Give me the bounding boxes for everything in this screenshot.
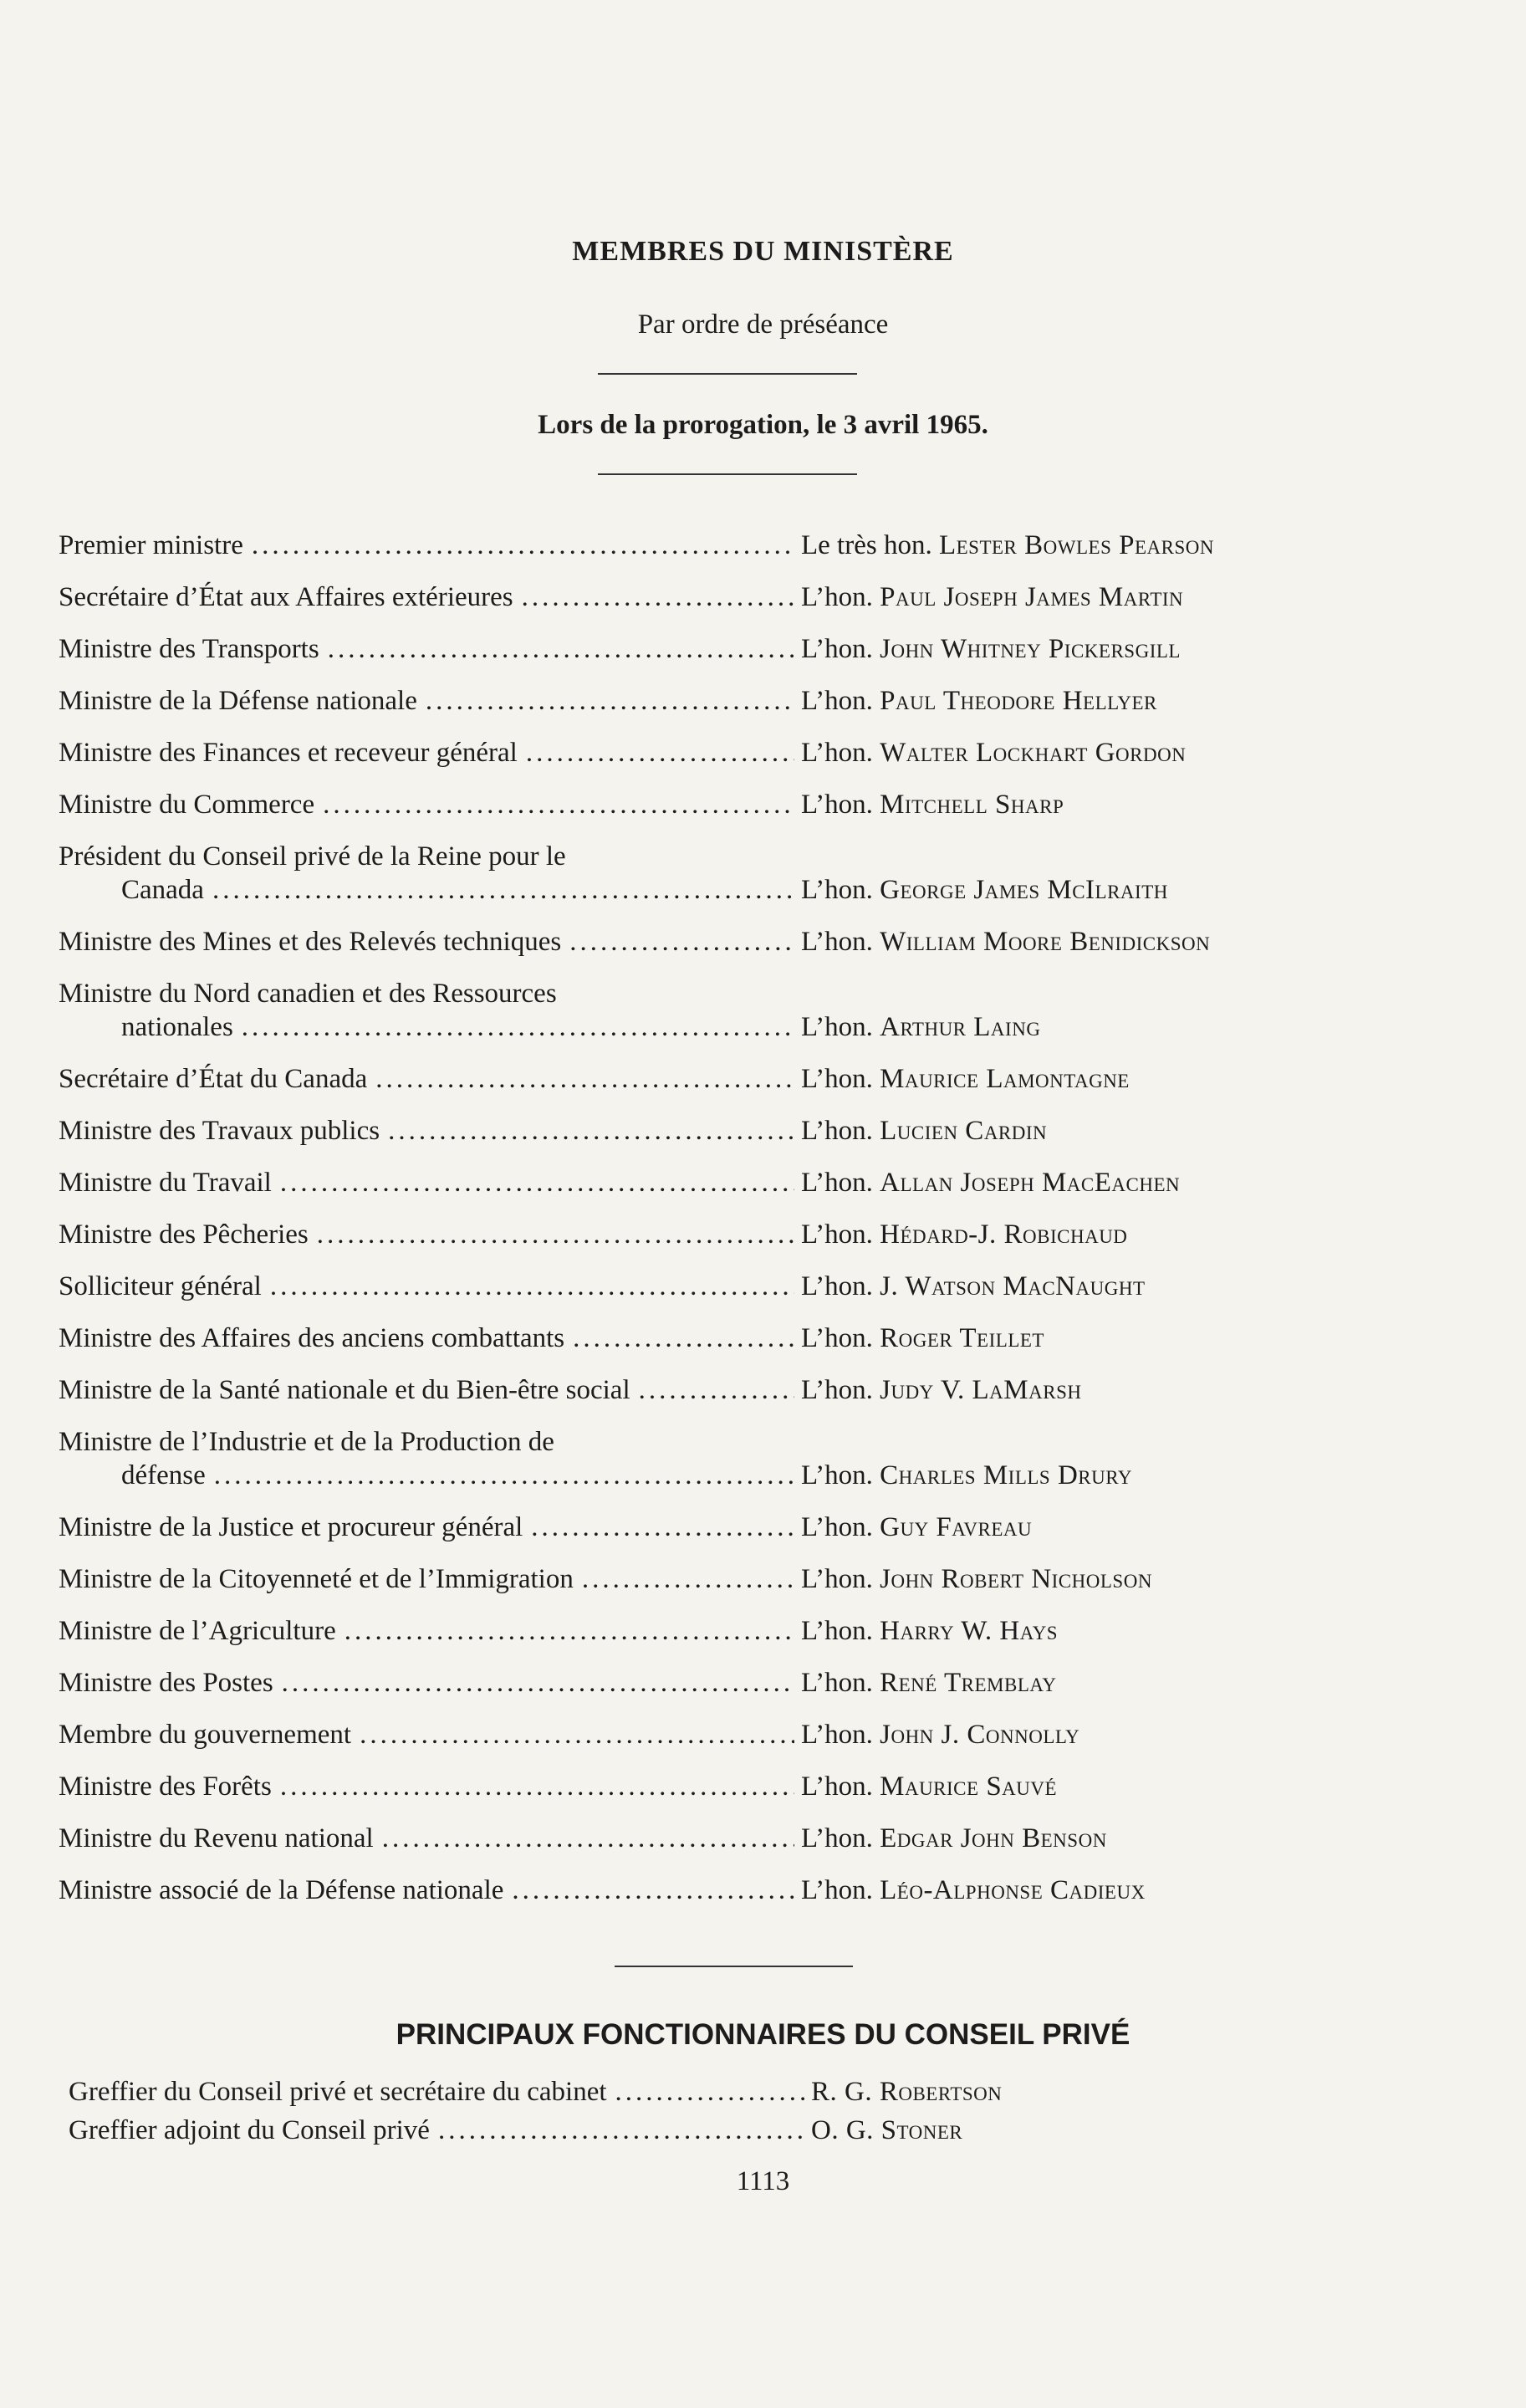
minister-title-line: Ministre des Postes: [59, 1668, 273, 1698]
leader-dots: [280, 1166, 794, 1199]
minister-person-name: George James McIlraith: [880, 875, 1168, 905]
list-item: [59, 788, 1363, 821]
minister-honorific: L’hon.: [801, 1219, 873, 1250]
minister-person-name: Allan Joseph MacEachen: [880, 1168, 1181, 1198]
minister-title-line: Ministre des Mines et des Relevés techniques: [59, 927, 562, 957]
divider-rule: [598, 473, 857, 475]
minister-person-name: Lucien Cardin: [880, 1116, 1048, 1146]
minister-name: [794, 1718, 1363, 1751]
leader-dots: [382, 1822, 794, 1855]
minister-title-lastline: [59, 788, 794, 821]
official-title-text: Greffier du Conseil privé et secrétaire du cabinet: [69, 2077, 607, 2107]
leader-dots: [615, 2074, 804, 2109]
page-number: 1113: [736, 2166, 790, 2196]
minister-person-name: John J. Connolly: [880, 1720, 1080, 1750]
minister-person-name: Maurice Lamontagne: [880, 1064, 1130, 1094]
minister-title: [59, 529, 794, 562]
leader-dots: [242, 1010, 794, 1044]
minister-person-name: Maurice Sauvé: [880, 1771, 1058, 1802]
minister-person-name: John Robert Nicholson: [880, 1564, 1152, 1594]
list-item: [59, 840, 1363, 907]
leader-dots: [323, 788, 794, 821]
minister-honorific: L’hon.: [801, 927, 873, 957]
minister-title-lastline: [59, 1614, 794, 1648]
minister-title-line: Ministre du Revenu national: [59, 1823, 374, 1853]
minister-honorific: L’hon.: [801, 582, 873, 612]
divider-rule: [598, 373, 857, 375]
minister-title: [59, 1322, 794, 1355]
minister-title-lastline: [59, 925, 794, 959]
minister-person-name: Hédard-J. Robichaud: [880, 1219, 1128, 1250]
minister-title-line: Ministre associé de la Défense nationale: [59, 1875, 504, 1905]
list-item: [69, 2113, 1373, 2148]
minister-title: [59, 1270, 794, 1303]
minister-person-name: Harry W. Hays: [880, 1616, 1059, 1646]
minister-title: [59, 1218, 794, 1251]
official-title-lastline: [69, 2074, 804, 2109]
minister-name: [794, 788, 1363, 821]
minister-honorific: L’hon.: [801, 1564, 873, 1594]
minister-title-lastline: [59, 1770, 794, 1803]
minister-person-name: Charles Mills Drury: [880, 1460, 1132, 1490]
minister-name: [794, 1770, 1363, 1803]
minister-title: [59, 1562, 794, 1596]
list-item: [59, 1425, 1363, 1492]
official-person-name: O. G. Stoner: [811, 2115, 963, 2145]
list-item: [59, 1114, 1363, 1148]
list-item: [59, 1822, 1363, 1855]
list-item: [59, 736, 1363, 769]
minister-title: [59, 1822, 794, 1855]
minister-honorific: L’hon.: [801, 1875, 873, 1905]
minister-name: [794, 1373, 1363, 1407]
minister-title: [59, 1770, 794, 1803]
minister-title-lastline: [59, 1511, 794, 1544]
minister-title-lastline: [59, 684, 794, 718]
minister-name: [794, 1614, 1363, 1648]
minister-title-line: Ministre de la Citoyenneté et de l’Immigration: [59, 1564, 574, 1594]
official-name: [804, 2113, 1373, 2148]
list-item: [59, 1874, 1363, 1907]
leader-dots: [280, 1770, 794, 1803]
list-item: [59, 1614, 1363, 1648]
page-title: MEMBRES DU MINISTÈRE: [572, 236, 954, 267]
leader-dots: [526, 736, 794, 769]
prorogation-date: Lors de la prorogation, le 3 avril 1965.: [538, 410, 988, 440]
list-item: [59, 580, 1363, 614]
leader-dots: [375, 1062, 794, 1096]
minister-person-name: J. Watson MacNaught: [880, 1271, 1146, 1301]
minister-title-lastline: [59, 580, 794, 614]
minister-title: [59, 1666, 794, 1700]
minister-title-line: Ministre du Commerce: [59, 790, 315, 820]
minister-honorific: L’hon.: [801, 1064, 873, 1094]
leader-dots: [317, 1218, 794, 1251]
list-item: [59, 632, 1363, 666]
minister-name: [794, 1218, 1363, 1251]
minister-name: [794, 529, 1363, 562]
minister-person-name: William Moore Benidickson: [880, 927, 1211, 957]
minister-title-lastline: [59, 1373, 794, 1407]
minister-honorific: L’hon.: [801, 1012, 873, 1042]
minister-title: [59, 1166, 794, 1199]
minister-honorific: L’hon.: [801, 686, 873, 716]
minister-title-lastline: [59, 1874, 794, 1907]
minister-name: [794, 1114, 1363, 1148]
leader-dots: [639, 1373, 794, 1407]
official-title-text: Greffier adjoint du Conseil privé: [69, 2115, 430, 2145]
minister-honorific: L’hon.: [801, 1668, 873, 1698]
minister-name: [794, 580, 1363, 614]
minister-honorific: L’hon.: [801, 875, 873, 905]
minister-title-line: Ministre de la Justice et procureur général: [59, 1512, 523, 1542]
minister-name: [794, 1822, 1363, 1855]
minister-title-line: Ministre des Affaires des anciens combattants: [59, 1323, 565, 1353]
minister-title-line: défense: [121, 1460, 206, 1490]
leader-dots: [328, 632, 794, 666]
list-item: [69, 2074, 1373, 2109]
minister-title-line: Premier ministre: [59, 530, 243, 560]
minister-title-lastline: [59, 873, 794, 907]
leader-dots: [522, 580, 794, 614]
minister-title-line: Secrétaire d’État aux Affaires extérieures: [59, 582, 513, 612]
minister-name: [794, 1010, 1363, 1044]
minister-title: [59, 1114, 794, 1148]
list-item: [59, 925, 1363, 959]
minister-title-lastline: [59, 1459, 794, 1492]
leader-dots: [212, 873, 794, 907]
minister-title-line: Ministre du Nord canadien et des Ressources: [59, 979, 557, 1009]
minister-title-line: nationales: [121, 1012, 233, 1042]
minister-title: [59, 684, 794, 718]
leader-dots: [426, 684, 794, 718]
minister-title-line: Ministre de la Défense nationale: [59, 686, 417, 716]
minister-title: [59, 1425, 794, 1492]
minister-title-lastline: [59, 1062, 794, 1096]
divider-rule: [615, 1966, 853, 1967]
leader-dots: [282, 1666, 794, 1700]
official-title: [69, 2113, 804, 2148]
list-item: [59, 1062, 1363, 1096]
minister-name: [794, 684, 1363, 718]
minister-honorific: L’hon.: [801, 1823, 873, 1853]
minister-honorific: L’hon.: [801, 634, 873, 664]
minister-honorific: L’hon.: [801, 1512, 873, 1542]
list-item: [59, 1218, 1363, 1251]
leader-dots: [344, 1614, 794, 1648]
leader-dots: [360, 1718, 794, 1751]
ministers-list: [59, 529, 1363, 1925]
leader-dots: [270, 1270, 794, 1303]
officials-list: [69, 2074, 1373, 2151]
minister-title-line: Membre du gouvernement: [59, 1720, 352, 1750]
minister-name: [794, 1459, 1363, 1492]
minister-title-lastline: [59, 529, 794, 562]
minister-title-line: Ministre des Transports: [59, 634, 319, 664]
minister-honorific: L’hon.: [801, 1460, 873, 1490]
leader-dots: [569, 925, 794, 959]
minister-person-name: Léo-Alphonse Cadieux: [880, 1875, 1146, 1905]
minister-person-name: Arthur Laing: [880, 1012, 1041, 1042]
minister-name: [794, 1270, 1363, 1303]
minister-honorific: L’hon.: [801, 1116, 873, 1146]
minister-title: [59, 580, 794, 614]
minister-title-lastline: [59, 1270, 794, 1303]
minister-title: [59, 977, 794, 1044]
minister-title-lastline: [59, 1822, 794, 1855]
minister-title-lastline: [59, 632, 794, 666]
minister-name: [794, 1874, 1363, 1907]
minister-person-name: Walter Lockhart Gordon: [880, 738, 1187, 768]
list-item: [59, 1166, 1363, 1199]
minister-title: [59, 925, 794, 959]
minister-name: [794, 1511, 1363, 1544]
minister-title: [59, 1062, 794, 1096]
leader-dots: [573, 1322, 794, 1355]
official-title-lastline: [69, 2113, 804, 2148]
list-item: [59, 684, 1363, 718]
minister-honorific: L’hon.: [801, 1616, 873, 1646]
minister-title: [59, 788, 794, 821]
list-item: [59, 1562, 1363, 1596]
minister-title-lastline: [59, 1666, 794, 1700]
minister-title-line: Ministre des Finances et receveur général: [59, 738, 518, 768]
list-item: [59, 1373, 1363, 1407]
leader-dots: [512, 1874, 794, 1907]
leader-dots: [438, 2113, 804, 2148]
minister-name: [794, 1322, 1363, 1355]
minister-name: [794, 1166, 1363, 1199]
list-item: [59, 1322, 1363, 1355]
minister-title-lastline: [59, 1218, 794, 1251]
minister-person-name: Lester Bowles Pearson: [938, 530, 1214, 560]
list-item: [59, 1666, 1363, 1700]
minister-person-name: Roger Teillet: [880, 1323, 1044, 1353]
minister-name: [794, 1666, 1363, 1700]
minister-person-name: René Tremblay: [880, 1668, 1057, 1698]
minister-title-lastline: [59, 1166, 794, 1199]
minister-title-lastline: [59, 1322, 794, 1355]
official-name: [804, 2074, 1373, 2109]
minister-title-line: Ministre des Pêcheries: [59, 1219, 309, 1250]
list-item: [59, 977, 1363, 1044]
officials-section-title: PRINCIPAUX FONCTIONNAIRES DU CONSEIL PRIVÉ: [396, 2018, 1130, 2051]
minister-title: [59, 1874, 794, 1907]
minister-honorific: L’hon.: [801, 1168, 873, 1198]
list-item: [59, 1511, 1363, 1544]
minister-name: [794, 1062, 1363, 1096]
minister-name: [794, 736, 1363, 769]
minister-honorific: L’hon.: [801, 1323, 873, 1353]
minister-title-line: Ministre de l’Agriculture: [59, 1616, 336, 1646]
minister-person-name: John Whitney Pickersgill: [880, 634, 1181, 664]
list-item: [59, 529, 1363, 562]
list-item: [59, 1718, 1363, 1751]
leader-dots: [252, 529, 794, 562]
minister-name: [794, 632, 1363, 666]
minister-honorific: L’hon.: [801, 738, 873, 768]
minister-title-lastline: [59, 736, 794, 769]
minister-honorific: L’hon.: [801, 1375, 873, 1405]
minister-title: [59, 1718, 794, 1751]
minister-title: [59, 632, 794, 666]
minister-title-line: Secrétaire d’État du Canada: [59, 1064, 368, 1094]
minister-title: [59, 1614, 794, 1648]
minister-title: [59, 840, 794, 907]
minister-honorific: L’hon.: [801, 1720, 873, 1750]
minister-person-name: Paul Joseph James Martin: [880, 582, 1184, 612]
minister-name: [794, 873, 1363, 907]
minister-title: [59, 736, 794, 769]
leader-dots: [388, 1114, 794, 1148]
minister-title-line: Ministre des Travaux publics: [59, 1116, 380, 1146]
list-item: [59, 1270, 1363, 1303]
minister-title-line: Ministre de l’Industrie et de la Production de: [59, 1427, 554, 1457]
minister-honorific: L’hon.: [801, 1771, 873, 1802]
minister-name: [794, 1562, 1363, 1596]
minister-person-name: Judy V. LaMarsh: [880, 1375, 1082, 1405]
minister-honorific: L’hon.: [801, 1271, 873, 1301]
minister-title-line: Ministre des Forêts: [59, 1771, 272, 1802]
minister-title-line: Canada: [121, 875, 204, 905]
minister-honorific: L’hon.: [801, 790, 873, 820]
minister-title-line: Ministre de la Santé nationale et du Bien-être social: [59, 1375, 630, 1405]
minister-person-name: Mitchell Sharp: [880, 790, 1064, 820]
minister-title-lastline: [59, 1562, 794, 1596]
official-person-name: R. G. Robertson: [811, 2077, 1003, 2107]
official-title: [69, 2074, 804, 2109]
page-subtitle: Par ordre de préséance: [637, 309, 889, 340]
minister-name: [794, 925, 1363, 959]
list-item: [59, 1770, 1363, 1803]
minister-honorific: Le très hon.: [801, 530, 932, 560]
minister-title-line: Président du Conseil privé de la Reine pour le: [59, 841, 566, 872]
minister-title-lastline: [59, 1114, 794, 1148]
minister-title: [59, 1511, 794, 1544]
minister-person-name: Edgar John Benson: [880, 1823, 1107, 1853]
minister-person-name: Guy Favreau: [880, 1512, 1033, 1542]
minister-title: [59, 1373, 794, 1407]
leader-dots: [531, 1511, 794, 1544]
minister-title-lastline: [59, 1010, 794, 1044]
leader-dots: [582, 1562, 794, 1596]
minister-title-line: Solliciteur général: [59, 1271, 262, 1301]
minister-person-name: Paul Theodore Hellyer: [880, 686, 1157, 716]
minister-title-line: Ministre du Travail: [59, 1168, 272, 1198]
minister-title-lastline: [59, 1718, 794, 1751]
leader-dots: [214, 1459, 794, 1492]
